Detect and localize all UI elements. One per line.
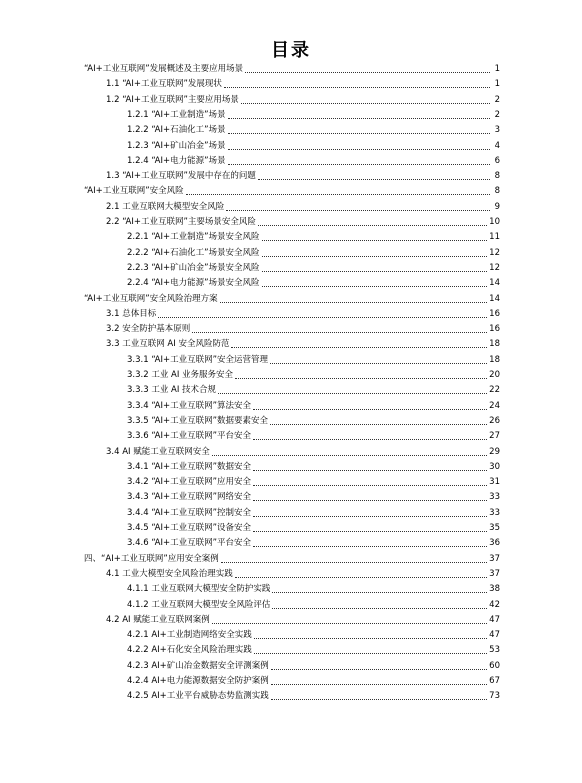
toc-entry[interactable] bbox=[127, 673, 500, 687]
toc-entry-page: 35 bbox=[489, 523, 500, 533]
toc-entry[interactable] bbox=[127, 398, 500, 412]
toc-entry-title: 4.1.2 工业互联网大模型安全风险评估 bbox=[127, 599, 271, 610]
toc-entry[interactable] bbox=[106, 76, 500, 90]
toc-leader-dots bbox=[253, 531, 487, 532]
toc-entry-title: 3.4 AI 赋能工业互联网安全 bbox=[106, 446, 210, 457]
toc-entry-title: 3.3.1 “AI+工业互联网”安全运营管理 bbox=[127, 354, 268, 365]
toc-entry-title: 2.2 “AI+工业互联网”主要场景安全风险 bbox=[106, 217, 256, 227]
toc-entry-title: 四、“AI+工业互联网”应用安全案例 bbox=[84, 553, 219, 564]
toc-entry-page: 1 bbox=[494, 64, 500, 74]
toc-entry[interactable] bbox=[106, 168, 500, 182]
toc-entry-title: 3.3.5 “AI+工业互联网”数据要素安全 bbox=[127, 415, 268, 426]
toc-entry-title: 1.1 “AI+工业互联网”发展现状 bbox=[106, 79, 222, 90]
toc-leader-dots bbox=[235, 378, 487, 379]
toc-entry-page: 1 bbox=[494, 79, 500, 90]
toc-entry-page: 37 bbox=[489, 553, 500, 564]
toc-entry-page: 6 bbox=[494, 155, 500, 166]
toc-entry[interactable] bbox=[127, 520, 500, 534]
toc-entry[interactable] bbox=[127, 413, 500, 427]
toc-leader-dots bbox=[262, 240, 488, 241]
toc-entry[interactable] bbox=[127, 642, 500, 656]
toc-entry-title: 3.3.6 “AI+工业互联网”平台安全 bbox=[127, 431, 251, 442]
toc-entry[interactable] bbox=[106, 336, 500, 350]
toc-leader-dots bbox=[253, 485, 487, 486]
toc-entry-title: 4.1 工业大模型安全风险治理实践 bbox=[106, 568, 233, 579]
toc-entry-page: 8 bbox=[494, 171, 500, 182]
toc-entry-title: 1.2.1 “AI+工业制造”场景 bbox=[127, 109, 226, 120]
toc-entry[interactable] bbox=[127, 138, 500, 152]
toc-leader-dots bbox=[245, 72, 490, 73]
toc-entry-title: “AI+工业互联网”安全风险 bbox=[84, 186, 184, 197]
toc-entry[interactable] bbox=[106, 612, 500, 626]
toc-entry-page: 16 bbox=[489, 308, 500, 319]
toc-entry[interactable] bbox=[127, 597, 500, 611]
toc-entry-page: 31 bbox=[489, 477, 500, 488]
toc-leader-dots bbox=[212, 623, 487, 624]
toc-entry-title: 4.1.1 工业互联网大模型安全防护实践 bbox=[127, 584, 271, 595]
toc-entry[interactable] bbox=[127, 688, 500, 702]
toc-leader-dots bbox=[220, 302, 488, 303]
toc-entry-page: 33 bbox=[489, 492, 500, 503]
toc-entry-page: 10 bbox=[489, 217, 500, 227]
toc-entry-title: 2.2.4 “AI+电力能源”场景安全风险 bbox=[127, 278, 260, 289]
toc-entry-title: “AI+工业互联网”发展概述及主要应用场景 bbox=[84, 64, 244, 74]
toc-entry-page: 4 bbox=[494, 140, 500, 151]
toc-entry-title: 4.2 AI 赋能工业互联网案例 bbox=[106, 614, 210, 625]
toc-entry-title: 2.1 工业互联网大模型安全风险 bbox=[106, 201, 225, 212]
toc-entry-title: 3.3 工业互联网 AI 安全风险防范 bbox=[106, 339, 230, 350]
toc-leader-dots bbox=[228, 149, 491, 150]
toc-entry[interactable] bbox=[84, 183, 500, 197]
toc-entry-title: 3.3.4 “AI+工业互联网”算法安全 bbox=[127, 400, 251, 411]
toc-leader-dots bbox=[226, 210, 490, 211]
toc-entry[interactable] bbox=[127, 658, 500, 672]
toc-entry-page: 24 bbox=[489, 400, 500, 411]
toc-entry-page: 47 bbox=[489, 614, 500, 625]
toc-entry-title: 2.2.3 “AI+矿山冶金”场景安全风险 bbox=[127, 262, 260, 273]
toc-entry-title: 3.4.4 “AI+工业互联网”控制安全 bbox=[127, 507, 251, 518]
toc-entry-title: 2.2.1 “AI+工业制造”场景安全风险 bbox=[127, 232, 260, 243]
toc-leader-dots bbox=[235, 577, 487, 578]
toc-leader-dots bbox=[258, 179, 490, 180]
toc-leader-dots bbox=[218, 393, 487, 394]
toc-entry-page: 29 bbox=[489, 446, 500, 457]
toc-leader-dots bbox=[253, 516, 487, 517]
toc-entry[interactable] bbox=[127, 245, 500, 259]
toc-entry[interactable] bbox=[127, 459, 500, 473]
toc-entry-page: 53 bbox=[489, 645, 500, 656]
toc-entry-title: 1.2.3 “AI+矿山冶金”场景 bbox=[127, 140, 226, 151]
toc-entry-title: 3.4.3 “AI+工业互联网”网络安全 bbox=[127, 492, 251, 503]
toc-entry[interactable] bbox=[106, 444, 500, 458]
toc-leader-dots bbox=[253, 409, 487, 410]
toc-leader-dots bbox=[271, 669, 487, 670]
toc-entry-title: 3.4.5 “AI+工业互联网”设备安全 bbox=[127, 523, 251, 533]
toc-entry-title: 3.2 安全防护基本原则 bbox=[106, 324, 191, 335]
toc-leader-dots bbox=[262, 256, 488, 257]
toc-entry-page: 27 bbox=[489, 431, 500, 442]
toc-leader-dots bbox=[272, 592, 487, 593]
toc-entry-page: 14 bbox=[489, 293, 500, 304]
toc-entry[interactable] bbox=[106, 306, 500, 320]
toc-entry[interactable] bbox=[127, 474, 500, 488]
toc-entry-page: 14 bbox=[489, 278, 500, 289]
toc-entry[interactable] bbox=[127, 153, 500, 167]
toc-entry[interactable] bbox=[127, 367, 500, 381]
toc-entry-page: 3 bbox=[494, 125, 500, 136]
toc-entry-page: 16 bbox=[489, 324, 500, 335]
toc-entry[interactable] bbox=[127, 352, 500, 366]
toc-entry[interactable] bbox=[106, 199, 500, 213]
toc-entry-title: 4.2.5 AI+工业平台威胁态势监测实践 bbox=[127, 691, 269, 702]
toc-entry-title: 4.2.4 AI+电力能源数据安全防护案例 bbox=[127, 676, 269, 686]
toc-entry-page: 18 bbox=[489, 339, 500, 350]
toc-leader-dots bbox=[228, 164, 491, 165]
toc-entry-page: 12 bbox=[489, 247, 500, 258]
toc-leader-dots bbox=[253, 439, 487, 440]
toc-entry-title: 1.2.2 “AI+石油化工”场景 bbox=[127, 125, 226, 136]
toc-leader-dots bbox=[253, 500, 487, 501]
toc-entry-page: 8 bbox=[494, 186, 500, 197]
toc-entry-title: 2.2.2 “AI+石油化工”场景安全风险 bbox=[127, 247, 260, 258]
toc-entry-title: 4.2.1 AI+工业制造网络安全实践 bbox=[127, 630, 252, 641]
toc-leader-dots bbox=[224, 87, 490, 88]
toc-entry-page: 30 bbox=[489, 461, 500, 472]
toc-entry-title: 3.4.2 “AI+工业互联网”应用安全 bbox=[127, 477, 251, 488]
toc-entry[interactable] bbox=[127, 489, 500, 503]
toc-entry[interactable] bbox=[127, 122, 500, 136]
toc-entry[interactable] bbox=[106, 214, 500, 228]
toc-leader-dots bbox=[192, 332, 487, 333]
toc-entry[interactable] bbox=[84, 61, 500, 75]
toc-entry-title: 1.2 “AI+工业互联网”主要应用场景 bbox=[106, 94, 239, 105]
toc-entry[interactable] bbox=[84, 551, 500, 565]
toc-entry-page: 18 bbox=[489, 354, 500, 365]
toc-entry-page: 2 bbox=[494, 109, 500, 120]
toc-entry[interactable] bbox=[127, 428, 500, 442]
toc-leader-dots bbox=[231, 347, 487, 348]
toc-leader-dots bbox=[158, 317, 487, 318]
toc-entry-page: 9 bbox=[494, 201, 500, 212]
toc-entry-title: 3.4.1 “AI+工业互联网”数据安全 bbox=[127, 461, 251, 472]
page-title: 目录 bbox=[271, 40, 311, 61]
toc-leader-dots bbox=[272, 608, 487, 609]
toc-entry-page: 26 bbox=[489, 415, 500, 426]
toc-entry-page: 42 bbox=[489, 599, 500, 610]
toc-entry-page: 2 bbox=[494, 94, 500, 105]
toc-leader-dots bbox=[253, 470, 487, 471]
toc-leader-dots bbox=[270, 424, 487, 425]
toc-entry-title: “AI+工业互联网”安全风险治理方案 bbox=[84, 293, 218, 304]
toc-entry[interactable] bbox=[127, 107, 500, 121]
toc-entry[interactable] bbox=[127, 505, 500, 519]
toc-entry-page: 73 bbox=[489, 691, 500, 702]
toc-leader-dots bbox=[258, 225, 487, 226]
toc-entry-title: 3.3.3 工业 AI 技术合规 bbox=[127, 385, 217, 396]
toc-leader-dots bbox=[271, 699, 487, 700]
toc-entry-page: 47 bbox=[489, 630, 500, 641]
toc-entry[interactable] bbox=[127, 382, 500, 396]
toc-entry-page: 60 bbox=[489, 660, 500, 671]
toc-entry-title: 3.3.2 工业 AI 业务服务安全 bbox=[127, 370, 234, 380]
toc-entry[interactable] bbox=[127, 229, 500, 243]
toc-entry[interactable] bbox=[127, 260, 500, 274]
toc-entry[interactable] bbox=[106, 92, 500, 106]
toc-entry-title: 4.2.2 AI+石化安全风险治理实践 bbox=[127, 645, 252, 656]
toc-entry[interactable] bbox=[127, 627, 500, 641]
toc-entry[interactable] bbox=[127, 581, 500, 595]
toc-entry-page: 11 bbox=[489, 232, 500, 243]
toc-entry-page: 38 bbox=[489, 584, 500, 595]
toc-entry[interactable] bbox=[106, 321, 500, 335]
toc-entry-page: 12 bbox=[489, 262, 500, 273]
toc-leader-dots bbox=[262, 286, 488, 287]
toc-leader-dots bbox=[253, 546, 487, 547]
toc-leader-dots bbox=[254, 638, 487, 639]
toc-leader-dots bbox=[241, 103, 490, 104]
toc-leader-dots bbox=[270, 363, 487, 364]
toc-entry[interactable] bbox=[106, 566, 500, 580]
toc-entry-title: 4.2.3 AI+矿山冶金数据安全评测案例 bbox=[127, 660, 269, 671]
toc-leader-dots bbox=[228, 133, 491, 134]
toc-entry-page: 22 bbox=[489, 385, 500, 396]
toc-leader-dots bbox=[221, 562, 487, 563]
toc-leader-dots bbox=[212, 455, 487, 456]
toc-entry-title: 3.4.6 “AI+工业互联网”平台安全 bbox=[127, 538, 251, 549]
toc-entry[interactable] bbox=[127, 535, 500, 549]
toc-entry[interactable] bbox=[84, 291, 500, 305]
toc-leader-dots bbox=[262, 271, 488, 272]
toc-leader-dots bbox=[271, 684, 487, 685]
toc-leader-dots bbox=[228, 118, 491, 119]
toc-entry-page: 67 bbox=[489, 676, 500, 686]
toc-leader-dots bbox=[254, 653, 487, 654]
toc-entry-title: 3.1 总体目标 bbox=[106, 308, 157, 319]
toc-entry-page: 33 bbox=[489, 507, 500, 518]
toc-entry-title: 1.3 “AI+工业互联网”发展中存在的问题 bbox=[106, 171, 256, 182]
toc-entry-page: 20 bbox=[489, 370, 500, 380]
toc-entry-page: 36 bbox=[489, 538, 500, 549]
toc-entry-title: 1.2.4 “AI+电力能源”场景 bbox=[127, 155, 226, 166]
toc-leader-dots bbox=[186, 194, 490, 195]
toc-entry-page: 37 bbox=[489, 568, 500, 579]
toc-entry[interactable] bbox=[127, 275, 500, 289]
